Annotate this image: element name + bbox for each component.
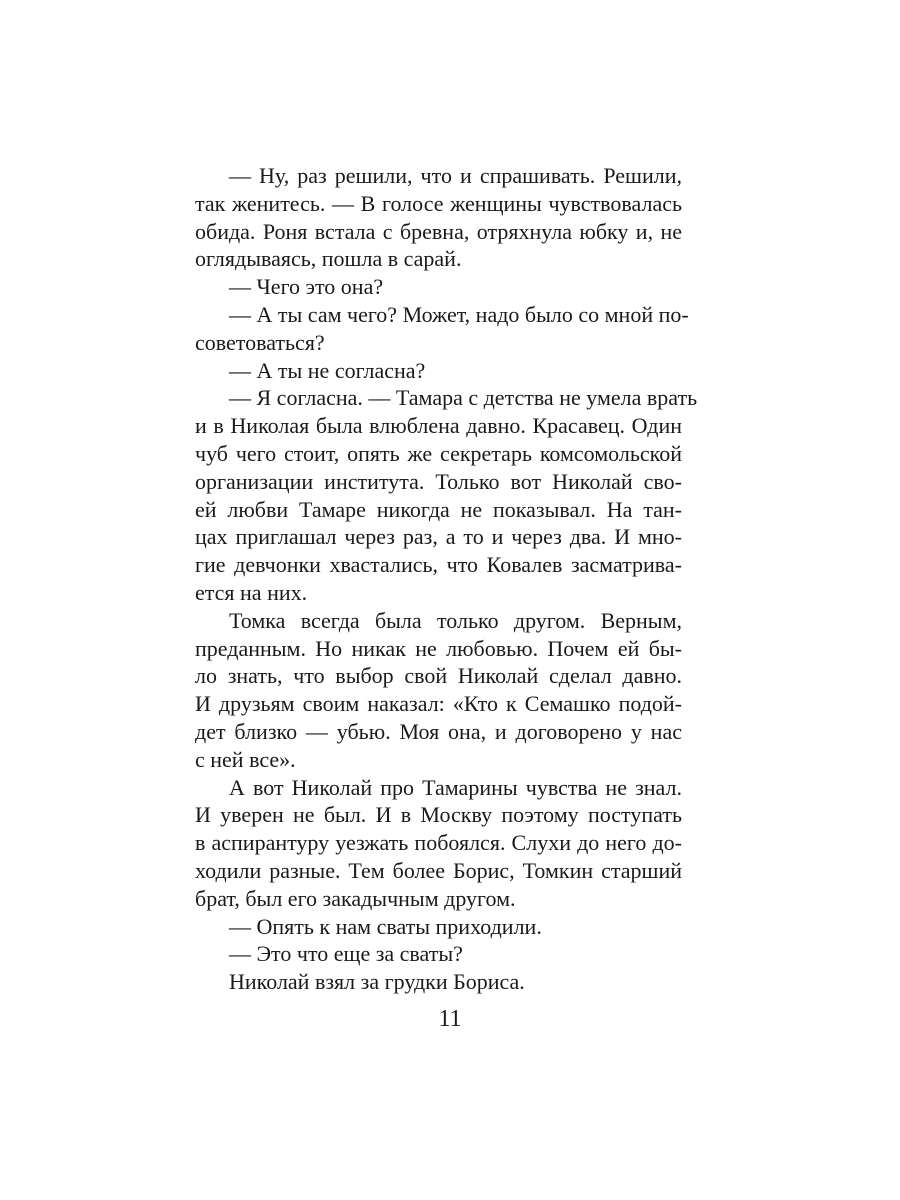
text-line: в аспирантуру уезжать побоялся. Слухи до него до-	[195, 830, 682, 856]
text-line: оглядываясь, пошла в сарай.	[195, 246, 462, 272]
text-line: цах приглашал через раз, а то и через два. И мно-	[195, 524, 682, 550]
text-line: — Я согласна. — Тамара с детства не умела врать	[229, 385, 698, 411]
text-line: так женитесь. — В голосе женщины чувствовалась	[195, 190, 682, 216]
text-line: дет близко — убью. Моя она, и договорено у нас	[195, 718, 682, 744]
text-line: И друзьям своим наказал: «Кто к Семашко подой-	[195, 691, 682, 717]
text-line: ло знать, что выбор свой Николай сделал давно.	[195, 663, 682, 689]
text-line: гие девчонки хвастались, что Ковалев засматрива-	[195, 552, 682, 578]
text-line: преданным. Но никак не любовью. Почем ей бы-	[195, 635, 682, 661]
text-line: И уверен не был. И в Москву поэтому поступать	[195, 802, 682, 828]
text-line: ей любви Тамаре никогда не показывал. На тан-	[195, 496, 682, 522]
text-line: советоваться?	[195, 329, 325, 355]
text-line: — Это что еще за сваты?	[229, 941, 463, 967]
text-line: обида. Роня встала с бревна, отряхнула юбку и, не	[195, 218, 682, 244]
text-line: Томка всегда была только другом. Верным,	[229, 607, 682, 633]
text-line: чуб чего стоит, опять же секретарь комсомольской	[195, 440, 682, 466]
text-line: организации института. Только вот Николай сво-	[195, 468, 682, 494]
book-page-text	[195, 162, 698, 996]
text-line: — А ты сам чего? Может, надо было со мной по-	[229, 301, 689, 327]
text-line: ется на них.	[195, 579, 308, 605]
text-line: — Чего это она?	[229, 274, 384, 300]
text-line: — Ну, раз решили, что и спрашивать. Решили,	[229, 163, 682, 188]
text-line: ходили разные. Тем более Борис, Томкин старший	[195, 857, 682, 883]
text-line: — А ты не согласна?	[229, 357, 426, 383]
text-line: — Опять к нам сваты приходили.	[229, 913, 542, 939]
text-line: с ней все».	[195, 746, 296, 772]
text-line: и в Николая была влюблена давно. Красавец. Один	[195, 413, 682, 439]
text-line: Николай взял за грудки Бориса.	[229, 969, 525, 995]
page-number: 11	[438, 1006, 462, 1032]
text-line: брат, был его закадычным другом.	[195, 885, 516, 911]
text-line: А вот Николай про Тамарины чувства не знал.	[229, 774, 682, 800]
